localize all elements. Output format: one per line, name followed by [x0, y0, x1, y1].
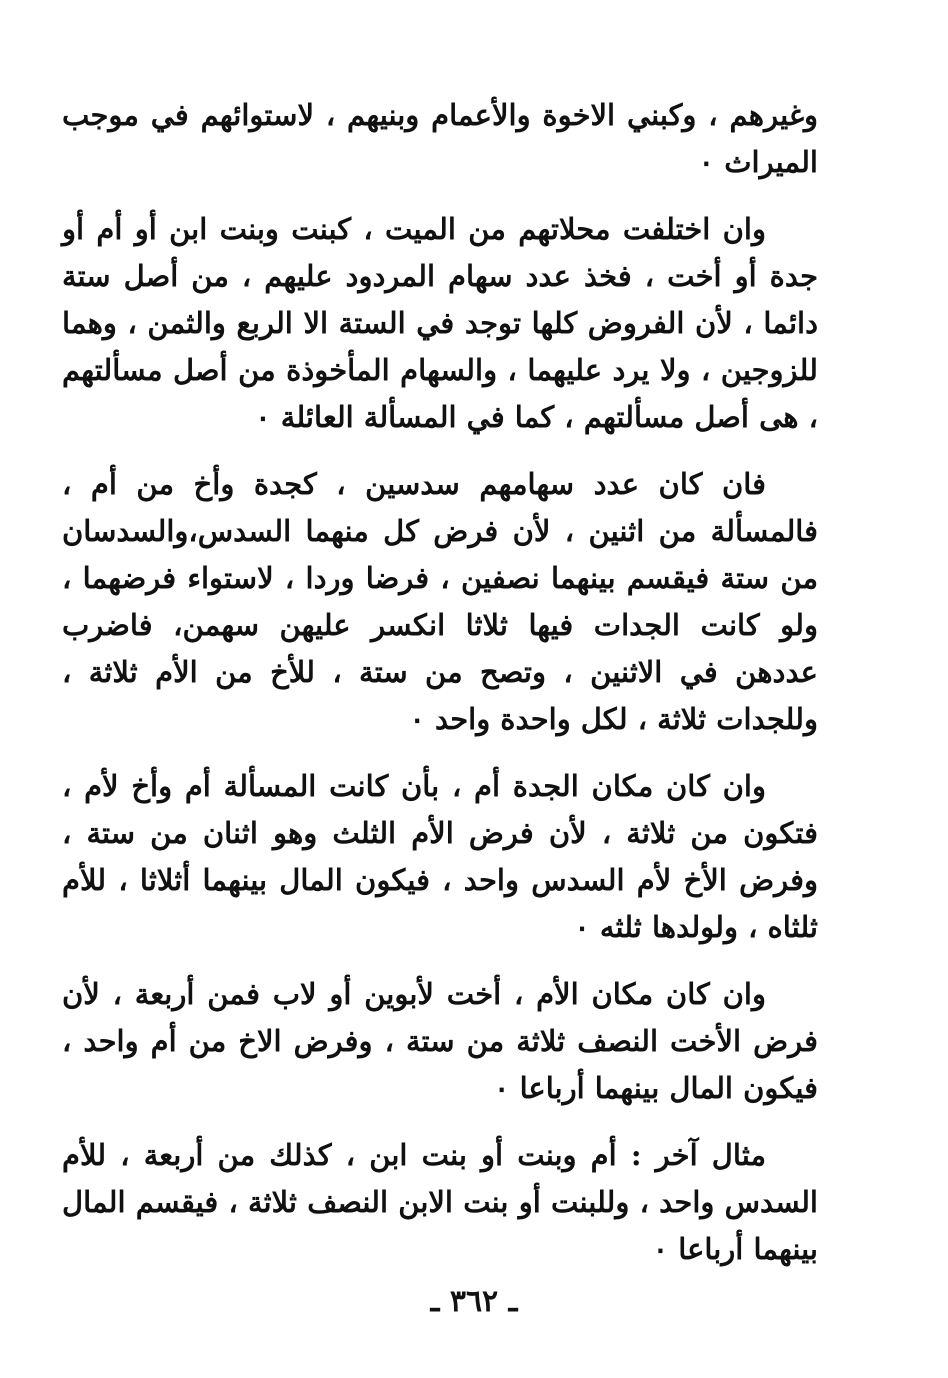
paragraph: وان كان مكان الجدة أم ، بأن كانت المسألة أم وأخ لأم ، فتكون من ثلاثة ، لأن فرض الأم الثلث وهو اثنان من ستة ، وفرض الأخ لأم السدس واحد ، فيكون المال بينهما أثلاثا ، للأم ثلثاه ، ولولدها ثلثه ٠	[62, 769, 818, 944]
paragraph: وان اختلفت محلاتهم من الميت ، كبنت وبنت ابن أو أم أو جدة أو أخت ، فخذ عدد سهام المردود عليهم ، من أصل ستة دائما ، لأن الفروض كلها توجد في الستة الا الربع والثمن ، وهما للزوجين ، ولا يرد عليهما ، والسهام المأخوذة من أصل مسألتهم ، هى أصل مسألتهم ، كما في المسألة العائلة ٠	[62, 212, 818, 434]
paragraph: وان كان مكان الأم ، أخت لأبوين أو لاب فمن أربعة ، لأن فرض الأخت النصف ثلاثة من ستة ، وفرض الاخ من أم واحد ، فيكون المال بينهما أرباعا ٠	[62, 977, 818, 1105]
paragraph: مثال آخر : أم وبنت أو بنت ابن ، كذلك من أربعة ، للأم السدس واحد ، وللبنت أو بنت الابن النصف ثلاثة ، فيقسم المال بينهما أرباعا ٠	[62, 1138, 818, 1266]
paragraph: فان كان عدد سهامهم سدسين ، كجدة وأخ من أم ، فالمسألة من اثنين ، لأن فرض كل منهما السدس،والسدسان من ستة فيقسم بينهما نصفين ، فرضا وردا ، لاستواء فرضهما ، ولو كانت الجدات فيها ثلاثا انكسر عليهن سهمن، فاضرب عددهن في الاثنين ، وتصح من ستة ، للأخ من الأم ثلاثة ، وللجدات ثلاثة ، لكل واحدة واحد ٠	[62, 467, 818, 736]
page-number: ـ ٣٦٢ ـ	[430, 1284, 518, 1319]
page-body	[62, 92, 818, 1293]
paragraph: وغيرهم ، وكبني الاخوة والأعمام وبنيهم ، لاستوائهم في موجب الميراث ٠	[62, 98, 818, 179]
